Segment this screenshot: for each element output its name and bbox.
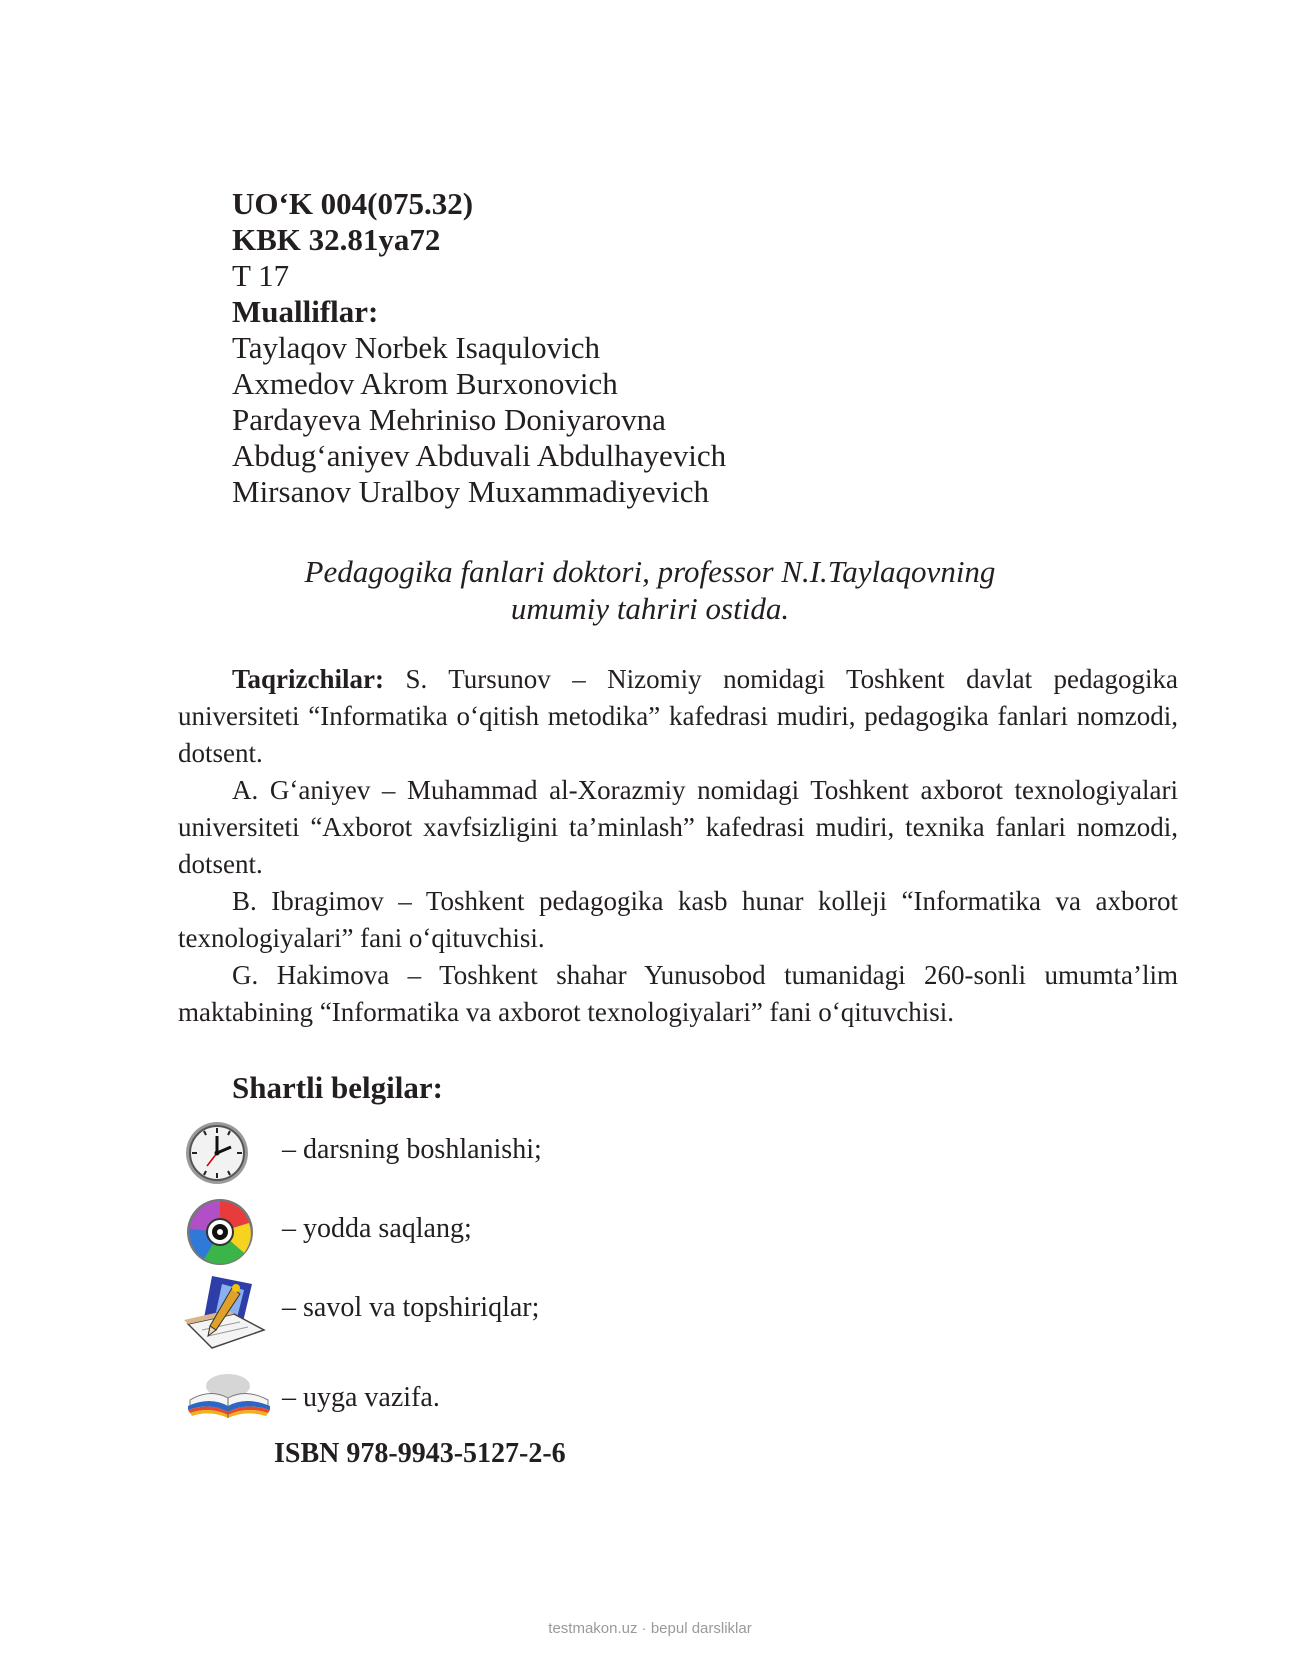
editor-line-1: Pedagogika fanlari doktori, professor N.I.Taylaqovning [304, 554, 996, 589]
cd-disc-icon [182, 1193, 272, 1271]
legend-title: Shartli belgilar: [232, 1070, 443, 1105]
general-editor-note [180, 553, 1120, 627]
legend-text: – uyga vazifa. [282, 1382, 440, 1413]
legend-text: – savol va topshiriqlar; [282, 1292, 540, 1323]
author-name: Mirsanov Uralboy Muxammadiyevich [232, 474, 709, 509]
author-name: Axmedov Akrom Burxonovich [232, 366, 618, 401]
reviewers-label: Taqrizchilar: [232, 664, 384, 694]
reviewer-entry: A. G‘aniyev – Muhammad al-Xorazmiy nomidagi Toshkent axborot texnologiyalari universiteti “Axborot xavfsizligini ta’minlash” kafedrasi mudiri, texnika fanlari nomzodi, dotsent. [178, 775, 1178, 879]
legend-item-book [182, 1362, 882, 1440]
legend-item-pencil [182, 1274, 882, 1352]
reviewers-section [178, 661, 1178, 1031]
editor-line-2: umumiy tahriri ostida. [510, 591, 790, 626]
reviewer-text: S. Tursunov – Nizomiy nomidagi Toshkent davlat pedagogika universiteti “Informatika o‘qitish metodika” kafedrasi mudiri, pedagogika fanlari nomzodi, dotsent. [178, 664, 1178, 768]
isbn: ISBN 978-9943-5127-2-6 [274, 1438, 566, 1469]
legend-text: – darsning boshlanishi; [282, 1134, 542, 1165]
open-book-icon [182, 1362, 272, 1440]
legend-item-cd [182, 1193, 882, 1271]
catalog-codes [232, 186, 726, 510]
author-name: Abdug‘aniyev Abduvali Abdulhayevich [232, 438, 727, 473]
legend-item-clock [182, 1114, 882, 1192]
authors-label: Mualliflar: [232, 294, 379, 329]
footer-watermark: testmakon.uz · bepul darsliklar [548, 1620, 752, 1637]
uok-code: UO‘K 004(075.32) [232, 186, 474, 221]
author-name: Pardayeva Mehriniso Doniyarovna [232, 402, 666, 437]
legend-text: – yodda saqlang; [282, 1213, 472, 1244]
pencil-paper-icon [182, 1274, 272, 1352]
clock-icon [182, 1114, 272, 1192]
author-name: Taylaqov Norbek Isaqulovich [232, 330, 601, 365]
t-code: T 17 [232, 258, 290, 293]
reviewer-entry: B. Ibragimov – Toshkent pedagogika kasb hunar kolleji “Informatika va axborot texnologiyalari” fani o‘qituvchisi. [178, 886, 1178, 953]
kbk-code: KBK 32.81ya72 [232, 222, 441, 257]
reviewer-entry: G. Hakimova – Toshkent shahar Yunusobod tumanidagi 260-sonli umumta’lim maktabining “Informatika va axborot texnologiyalari” fani o‘qituvchisi. [178, 960, 1178, 1027]
reviewer-entry [178, 661, 1178, 772]
